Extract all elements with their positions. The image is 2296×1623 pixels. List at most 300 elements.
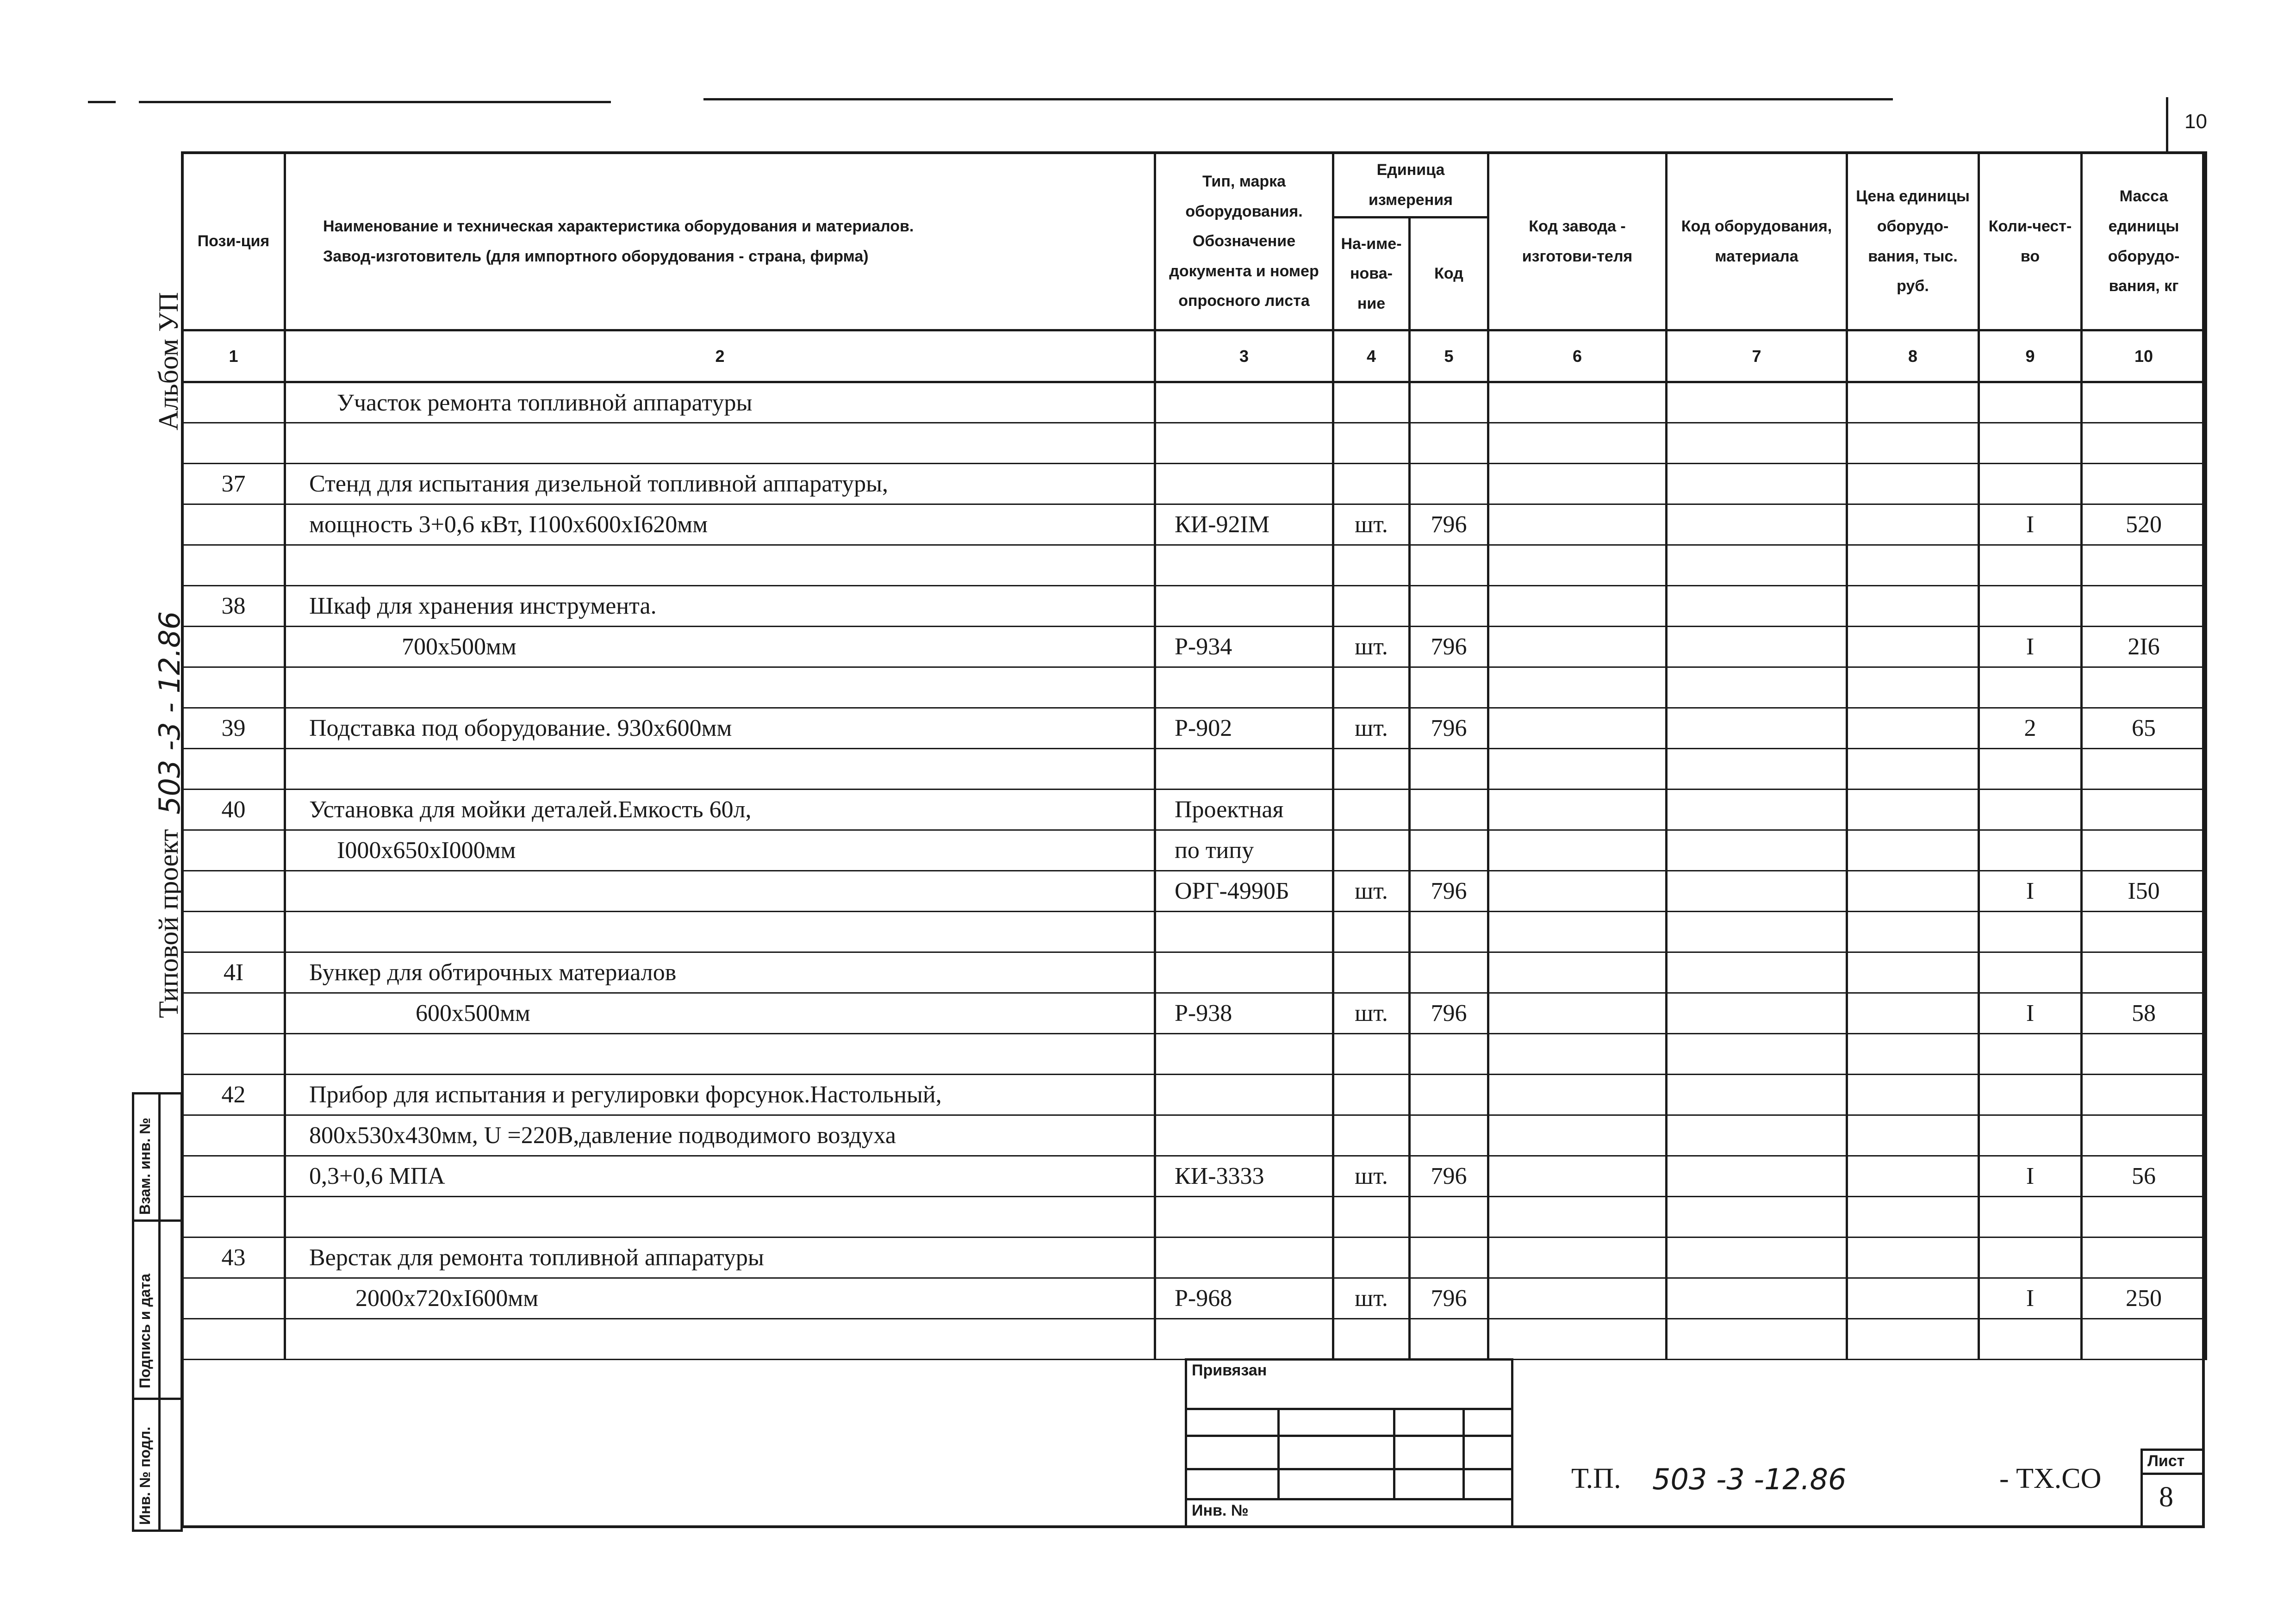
type-cell	[1155, 464, 1333, 504]
project-label: Типовой проект	[153, 829, 184, 1018]
type-cell: ОРГ-4990Б	[1155, 871, 1333, 912]
table-row	[182, 749, 2206, 790]
unit-name-cell	[1333, 790, 1410, 830]
price-cell	[1847, 830, 1979, 871]
factory-code-cell	[1488, 708, 1667, 749]
unit-code-cell	[1410, 586, 1488, 627]
privyazan-label: Привязан	[1192, 1362, 1267, 1379]
unit-name-cell	[1333, 1075, 1410, 1115]
unit-name-cell	[1333, 912, 1410, 952]
equipment-code-cell	[1667, 1115, 1847, 1156]
name-cell: I000x650xI000мм	[285, 830, 1155, 871]
unit-code-cell	[1410, 1197, 1488, 1237]
quantity-cell: I	[1979, 1278, 2082, 1319]
table-row	[182, 504, 2206, 545]
unit-code-cell	[1410, 830, 1488, 871]
table-row	[182, 1034, 2206, 1075]
section-title: Участок ремонта топливной аппаратуры	[285, 382, 1155, 423]
mass-cell	[2082, 1034, 2206, 1075]
factory-code-cell	[1488, 1278, 1667, 1319]
name-cell: 700x500мм	[285, 627, 1155, 667]
price-cell	[1847, 627, 1979, 667]
table-row	[182, 586, 2206, 627]
equipment-code-cell	[1667, 586, 1847, 627]
position-cell: 42	[182, 1075, 285, 1115]
position-cell: 37	[182, 464, 285, 504]
mass-cell	[2082, 545, 2206, 586]
unit-name-cell	[1333, 667, 1410, 708]
quantity-cell	[1979, 952, 2082, 993]
mass-cell	[2082, 1197, 2206, 1237]
mass-cell	[2082, 749, 2206, 790]
price-cell	[1847, 667, 1979, 708]
factory-code-cell	[1488, 1034, 1667, 1075]
factory-code-cell	[1488, 1237, 1667, 1278]
section-row	[182, 382, 2206, 423]
table-row	[182, 423, 2206, 464]
quantity-cell: I	[1979, 993, 2082, 1034]
quantity-cell: I	[1979, 627, 2082, 667]
position-cell: 38	[182, 586, 285, 627]
unit-code-cell: 796	[1410, 1156, 1488, 1197]
column-number: 4	[1333, 330, 1410, 382]
header-position: Пози-ция	[182, 153, 285, 330]
table-row	[182, 667, 2206, 708]
header-name	[285, 153, 1155, 330]
factory-code-cell	[1488, 627, 1667, 667]
position-cell	[182, 1034, 285, 1075]
price-cell	[1847, 1278, 1979, 1319]
column-number: 5	[1410, 330, 1488, 382]
mass-cell: 58	[2082, 993, 2206, 1034]
column-number: 1	[182, 330, 285, 382]
position-cell	[182, 423, 285, 464]
header-price: Цена единицы оборудо-вания, тыс. руб.	[1847, 153, 1979, 330]
column-number: 2	[285, 330, 1155, 382]
price-cell	[1847, 504, 1979, 545]
quantity-cell	[1979, 830, 2082, 871]
equipment-code-cell	[1667, 912, 1847, 952]
stamp-label-podpis: Подпись и дата	[137, 1274, 153, 1388]
equipment-code-cell	[1667, 1075, 1847, 1115]
column-number: 8	[1847, 330, 1979, 382]
mass-cell	[2082, 586, 2206, 627]
equipment-code-cell	[1667, 749, 1847, 790]
quantity-cell: I	[1979, 504, 2082, 545]
mass-cell	[2082, 464, 2206, 504]
equipment-code-cell	[1667, 1034, 1847, 1075]
quantity-cell	[1979, 464, 2082, 504]
document-code-prefix: Т.П.	[1571, 1463, 1621, 1494]
equipment-code-cell	[1667, 464, 1847, 504]
name-cell: Подставка под оборудование. 930x600мм	[285, 708, 1155, 749]
factory-code-cell	[1488, 1197, 1667, 1237]
table-row	[182, 627, 2206, 667]
table-row	[182, 1075, 2206, 1115]
name-cell	[285, 667, 1155, 708]
unit-name-cell	[1333, 830, 1410, 871]
price-cell	[1847, 1197, 1979, 1237]
unit-name-cell: шт.	[1333, 708, 1410, 749]
quantity-cell	[1979, 912, 2082, 952]
name-cell	[285, 871, 1155, 912]
unit-code-cell: 796	[1410, 504, 1488, 545]
position-cell: 39	[182, 708, 285, 749]
top-rule	[703, 98, 1893, 100]
unit-code-cell	[1410, 1115, 1488, 1156]
name-cell	[285, 1034, 1155, 1075]
header-name-line1: Наименование и техническая характеристика оборудования и материалов.	[323, 217, 914, 235]
table-row	[182, 1115, 2206, 1156]
unit-name-cell: шт.	[1333, 1278, 1410, 1319]
factory-code-cell	[1488, 545, 1667, 586]
type-cell	[1155, 586, 1333, 627]
factory-code-cell	[1488, 1115, 1667, 1156]
grid-line	[1277, 1408, 1280, 1500]
type-cell: по типу	[1155, 830, 1333, 871]
table-row	[182, 912, 2206, 952]
price-cell	[1847, 423, 1979, 464]
mass-cell	[2082, 667, 2206, 708]
position-cell	[182, 993, 285, 1034]
position-cell	[182, 545, 285, 586]
quantity-cell	[1979, 586, 2082, 627]
unit-name-cell	[1333, 1034, 1410, 1075]
header-unit-group: Единица измерения	[1333, 153, 1488, 218]
name-cell: Прибор для испытания и регулировки форсунок.Настольный,	[285, 1075, 1155, 1115]
specification-table	[181, 151, 2207, 1360]
table-header	[182, 153, 2206, 382]
equipment-code-cell	[1667, 667, 1847, 708]
table-row	[182, 790, 2206, 830]
unit-code-cell	[1410, 667, 1488, 708]
table-body	[182, 382, 2206, 1360]
table-row	[182, 993, 2206, 1034]
factory-code-cell	[1488, 504, 1667, 545]
table-row	[182, 1237, 2206, 1278]
position-cell	[182, 1156, 285, 1197]
factory-code-cell	[1488, 667, 1667, 708]
top-rule	[88, 101, 116, 103]
column-number: 9	[1979, 330, 2082, 382]
name-cell	[285, 749, 1155, 790]
price-cell	[1847, 464, 1979, 504]
position-cell	[182, 504, 285, 545]
mass-cell	[2082, 1237, 2206, 1278]
quantity-cell	[1979, 423, 2082, 464]
unit-code-cell	[1410, 749, 1488, 790]
type-cell	[1155, 1319, 1333, 1360]
mass-cell: I50	[2082, 871, 2206, 912]
header-quantity: Коли-чест-во	[1979, 153, 2082, 330]
unit-name-cell: шт.	[1333, 627, 1410, 667]
name-cell: Стенд для испытания дизельной топливной аппаратуры,	[285, 464, 1155, 504]
table-row	[182, 1278, 2206, 1319]
mass-cell	[2082, 912, 2206, 952]
mass-cell	[2082, 1319, 2206, 1360]
factory-code-cell	[1488, 871, 1667, 912]
header-mass: Масса единицы оборудо-вания, кг	[2082, 153, 2206, 330]
mass-cell: 250	[2082, 1278, 2206, 1319]
position-cell	[182, 749, 285, 790]
position-cell	[182, 627, 285, 667]
stamp-divider	[132, 1219, 183, 1222]
price-cell	[1847, 586, 1979, 627]
mass-cell: 56	[2082, 1156, 2206, 1197]
type-cell: КИ-3333	[1155, 1156, 1333, 1197]
unit-name-cell	[1333, 1237, 1410, 1278]
factory-code-cell	[1488, 1156, 1667, 1197]
factory-code-cell	[1488, 830, 1667, 871]
quantity-cell	[1979, 1075, 2082, 1115]
position-cell: 40	[182, 790, 285, 830]
mass-cell	[2082, 830, 2206, 871]
column-number-row	[182, 330, 2206, 382]
name-cell: Установка для мойки деталей.Емкость 60л,	[285, 790, 1155, 830]
factory-code-cell	[1488, 586, 1667, 627]
equipment-code-cell	[1667, 545, 1847, 586]
price-cell	[1847, 993, 1979, 1034]
price-cell	[1847, 952, 1979, 993]
table-row	[182, 464, 2206, 504]
price-cell	[1847, 708, 1979, 749]
name-cell: Шкаф для хранения инструмента.	[285, 586, 1155, 627]
project-code-side: 503 -3 - 12.86	[153, 611, 187, 815]
name-cell: Бункер для обтирочных материалов	[285, 952, 1155, 993]
name-cell: 800x530x430мм, U =220В,давление подводимого воздуха	[285, 1115, 1155, 1156]
quantity-cell: I	[1979, 1156, 2082, 1197]
corner-tick	[2166, 97, 2168, 153]
stamp-label-vzam: Взам. инв. №	[137, 1118, 153, 1215]
position-cell: 4I	[182, 952, 285, 993]
grid-line	[1185, 1468, 1513, 1470]
unit-name-cell	[1333, 586, 1410, 627]
type-cell: Р-968	[1155, 1278, 1333, 1319]
type-cell	[1155, 1197, 1333, 1237]
position-cell	[182, 1278, 285, 1319]
type-cell	[1155, 912, 1333, 952]
type-cell	[1155, 1115, 1333, 1156]
unit-code-cell: 796	[1410, 993, 1488, 1034]
unit-name-cell	[1333, 423, 1410, 464]
type-cell	[1155, 423, 1333, 464]
position-cell	[182, 912, 285, 952]
document-code-suffix: - ТХ.СО	[1999, 1463, 2102, 1494]
price-cell	[1847, 1156, 1979, 1197]
equipment-code-cell	[1667, 1278, 1847, 1319]
type-cell: Проектная	[1155, 790, 1333, 830]
stamp-label-inv: Инв. № подл.	[137, 1426, 153, 1525]
name-cell: Верстак для ремонта топливной аппаратуры	[285, 1237, 1155, 1278]
mass-cell	[2082, 790, 2206, 830]
unit-code-cell	[1410, 1034, 1488, 1075]
album-label: Альбом УП	[153, 292, 184, 430]
equipment-code-cell	[1667, 708, 1847, 749]
factory-code-cell	[1488, 912, 1667, 952]
unit-name-cell	[1333, 1115, 1410, 1156]
price-cell	[1847, 871, 1979, 912]
unit-code-cell: 796	[1410, 871, 1488, 912]
unit-code-cell	[1410, 464, 1488, 504]
unit-name-cell: шт.	[1333, 1156, 1410, 1197]
position-cell	[182, 830, 285, 871]
name-cell: мощность 3+0,6 кВт, I100x600xI620мм	[285, 504, 1155, 545]
mass-cell: 520	[2082, 504, 2206, 545]
table-row	[182, 871, 2206, 912]
equipment-code-cell	[1667, 1156, 1847, 1197]
unit-code-cell: 796	[1410, 627, 1488, 667]
factory-code-cell	[1488, 952, 1667, 993]
unit-code-cell	[1410, 952, 1488, 993]
quantity-cell	[1979, 1115, 2082, 1156]
position-cell: 43	[182, 1237, 285, 1278]
unit-name-cell: шт.	[1333, 504, 1410, 545]
type-cell: Р-938	[1155, 993, 1333, 1034]
price-cell	[1847, 1115, 1979, 1156]
equipment-code-cell	[1667, 1237, 1847, 1278]
unit-code-cell	[1410, 790, 1488, 830]
name-cell: 0,3+0,6 МПА	[285, 1156, 1155, 1197]
type-cell	[1155, 749, 1333, 790]
mass-cell	[2082, 1075, 2206, 1115]
unit-code-cell: 796	[1410, 1278, 1488, 1319]
name-cell: 2000x720xI600мм	[285, 1278, 1155, 1319]
grid-line	[1462, 1408, 1465, 1500]
position-cell	[182, 1115, 285, 1156]
quantity-cell	[1979, 1237, 2082, 1278]
stamp-divider	[132, 1398, 183, 1400]
unit-name-cell	[1333, 749, 1410, 790]
mass-cell	[2082, 952, 2206, 993]
price-cell	[1847, 912, 1979, 952]
equipment-code-cell	[1667, 952, 1847, 993]
unit-code-cell: 796	[1410, 708, 1488, 749]
type-cell	[1155, 667, 1333, 708]
position-cell	[182, 1197, 285, 1237]
type-cell: КИ-92IM	[1155, 504, 1333, 545]
position-cell	[182, 1319, 285, 1360]
equipment-code-cell	[1667, 830, 1847, 871]
header-unit-code: Код	[1410, 218, 1488, 330]
equipment-code-cell	[1667, 423, 1847, 464]
type-cell	[1155, 1237, 1333, 1278]
equipment-code-cell	[1667, 1197, 1847, 1237]
unit-name-cell	[1333, 1319, 1410, 1360]
quantity-cell: 2	[1979, 708, 2082, 749]
factory-code-cell	[1488, 464, 1667, 504]
unit-name-cell	[1333, 464, 1410, 504]
name-cell	[285, 423, 1155, 464]
factory-code-cell	[1488, 1075, 1667, 1115]
factory-code-cell	[1488, 749, 1667, 790]
price-cell	[1847, 1075, 1979, 1115]
unit-name-cell	[1333, 1197, 1410, 1237]
quantity-cell	[1979, 749, 2082, 790]
equipment-code-cell	[1667, 993, 1847, 1034]
name-cell	[285, 912, 1155, 952]
mass-cell: 65	[2082, 708, 2206, 749]
table-row	[182, 830, 2206, 871]
name-cell	[285, 545, 1155, 586]
equipment-code-cell	[1667, 790, 1847, 830]
position-cell	[182, 667, 285, 708]
equipment-code-cell	[1667, 504, 1847, 545]
price-cell	[1847, 1034, 1979, 1075]
page-number-top: 10	[2184, 110, 2207, 133]
type-cell	[1155, 952, 1333, 993]
equipment-code-cell	[1667, 1319, 1847, 1360]
table-row	[182, 1197, 2206, 1237]
price-cell	[1847, 1319, 1979, 1360]
factory-code-cell	[1488, 423, 1667, 464]
unit-code-cell	[1410, 423, 1488, 464]
mass-cell	[2082, 1115, 2206, 1156]
table-row	[182, 545, 2206, 586]
price-cell	[1847, 545, 1979, 586]
factory-code-cell	[1488, 790, 1667, 830]
header-type: Тип, марка оборудования. Обозначение документа и номер опросного листа	[1155, 153, 1333, 330]
type-cell: Р-934	[1155, 627, 1333, 667]
mass-cell	[2082, 423, 2206, 464]
unit-code-cell	[1410, 1075, 1488, 1115]
sheet-number: 8	[2159, 1481, 2173, 1513]
type-cell	[1155, 1034, 1333, 1075]
grid-line	[1185, 1435, 1513, 1437]
quantity-cell	[1979, 1319, 2082, 1360]
header-unit-name: На-име-нова-ние	[1333, 218, 1410, 330]
quantity-cell: I	[1979, 871, 2082, 912]
type-cell	[1155, 1075, 1333, 1115]
grid-line	[2140, 1473, 2205, 1475]
unit-code-cell	[1410, 912, 1488, 952]
quantity-cell	[1979, 1034, 2082, 1075]
quantity-cell	[1979, 790, 2082, 830]
type-cell	[1155, 545, 1333, 586]
stamp-divider	[158, 1092, 161, 1532]
table-row	[182, 708, 2206, 749]
price-cell	[1847, 790, 1979, 830]
grid-line	[1393, 1408, 1395, 1500]
quantity-cell	[1979, 545, 2082, 586]
header-equipment-code: Код оборудования, материала	[1667, 153, 1847, 330]
column-number: 7	[1667, 330, 1847, 382]
factory-code-cell	[1488, 993, 1667, 1034]
price-cell	[1847, 749, 1979, 790]
name-cell	[285, 1197, 1155, 1237]
name-cell: 600x500мм	[285, 993, 1155, 1034]
quantity-cell	[1979, 1197, 2082, 1237]
table-row	[182, 1156, 2206, 1197]
quantity-cell	[1979, 667, 2082, 708]
factory-code-cell	[1488, 1319, 1667, 1360]
price-cell	[1847, 1237, 1979, 1278]
sheet-label: Лист	[2147, 1452, 2185, 1470]
inv-no-label: Инв. №	[1192, 1502, 1249, 1519]
unit-name-cell	[1333, 545, 1410, 586]
top-rule	[139, 101, 611, 103]
document-code-number: 503 -3 -12.86	[1652, 1462, 1847, 1496]
column-number: 6	[1488, 330, 1667, 382]
unit-code-cell	[1410, 545, 1488, 586]
unit-name-cell: шт.	[1333, 871, 1410, 912]
unit-name-cell	[1333, 952, 1410, 993]
type-cell: Р-902	[1155, 708, 1333, 749]
unit-code-cell	[1410, 1237, 1488, 1278]
mass-cell: 2I6	[2082, 627, 2206, 667]
column-number: 3	[1155, 330, 1333, 382]
grid-line	[1185, 1498, 1513, 1500]
header-factory-code: Код завода - изготови-теля	[1488, 153, 1667, 330]
